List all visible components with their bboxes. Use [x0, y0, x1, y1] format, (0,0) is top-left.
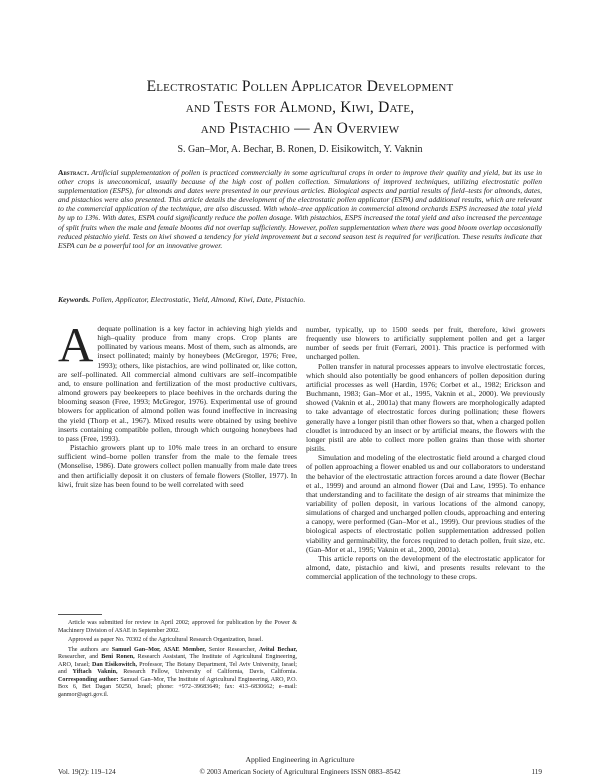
footnote-text: Senior Researcher, [205, 646, 259, 653]
abstract-text: Artificial supplementation of pollen is practiced commercially in some agricultural crops in order to improve their quality and yield, but its use in other crops is uneconomical, usually because of the high cost of pollen collection. Simulations of improved techniques, utilizing electrostatic pollen supplementation (ESPS), for almonds and dates were presented in our previous articles. Biological aspects and partial results of field–tests for almonds, dates, and pistachios were also presented. This article details the development of the electrostatic pollen applicator (ESPA) and additional results, which are relevant to the commercial application of the technique, are also discussed. With whole–tree application in commercial almond orchards ESPS increased the total yield by up to 13%. With dates, ESPA could significantly reduce the pollen dosage. With pistachios, ESPS increased the total yield and also increased the percentage of split fruits when the male and female blooms did not overlap sufficiently. However, pollen supplementation when there was good bloom overlap occasionally reduced pistachio yield. Tests on kiwi showed a tendency for yield improvement but a second season test is required for verification. These results indicate that ESPA can be a powerful tool for an innovative grower. [58, 168, 542, 250]
footnote-text: Samuel Gan–Mor, The Institute of Agricultural Engineering, ARO, P.O. Box 6, Bet Dagan 50250, Israel; phone: +972–39683649; fax: 413–6830662; e–mail: ganmor@agri.gov.il. [58, 676, 297, 698]
body-column-left [58, 317, 297, 489]
footnote-submission: Article was submitted for review in April 2002; approved for publication by the Power & Machinery Division of ASAE in September 2002. [58, 620, 297, 634]
footnotes [58, 620, 297, 699]
body-paragraph: This article reports on the development of the electrostatic applicator for almond, date, pistachio and kiwi, and presents results relevant to the commercial application of the technology to these crops. [306, 553, 545, 582]
keywords [58, 295, 542, 304]
body-paragraph: Pollen transfer in natural processes appears to involve electrostatic forces, which should also potentially be good enhancers of pollen deposition during artificial processes as well (Hardin, 1976; Corbet et al., 1982; Erickson and Buchmann, 1983; Gan–Mor et al., 1995, Vaknin et al., 2000). We previously showed (Vaknin et al., 2001a) that many flowers are morphologically adapted to take advantage of electrostatic forces during pollination; these flowers generally have a longer pistil than other flowers so that, when a charged pollen cloudlet is introduced by an insect or by artificial means, the flowers with the longer pistil are able to collect more pollen grains than those with shorter pistils. [306, 361, 545, 454]
copyright-notice: © 2003 American Society of Agricultural Engineers ISSN 0883–8542 [199, 768, 401, 776]
body-column-right [306, 325, 545, 581]
body-paragraph [58, 317, 297, 443]
corresponding-author-label: Corresponding author: [58, 676, 119, 683]
footnote-text: Professor, The Botany Department, Tel Aviv University, Israel; and [58, 661, 297, 676]
drop-cap: A [58, 317, 94, 372]
footnote-text: The authors are [68, 646, 112, 653]
body-paragraph: Pistachio growers plant up to 10% male trees in an orchard to ensure sufficient wind–borne pollen transfer from the male to the female trees (Monselise, 1986). Date growers collect pollen manually from male date trees and then artificially deposit it on clusters of female flowers (Stoller, 1977). In kiwi, fruit size has been found to be well correlated with seed [58, 443, 297, 489]
author-name: Beni Ronen, [101, 654, 135, 661]
abstract-label: Abstract. [58, 168, 89, 177]
title-line-1: Electrostatic Pollen Applicator Development [146, 78, 454, 95]
author-name: Avital Bechar, [259, 646, 297, 653]
author-name: Yiftach Vaknin, [72, 669, 118, 676]
footnote-text: Researcher, and [58, 654, 102, 661]
paper-title [40, 76, 560, 139]
footnote-approval: Approved as paper No. 70302 of the Agricultural Research Organization, Israel. [68, 637, 263, 644]
author-name: Samuel Gan–Mor, ASAE Member, [111, 646, 206, 653]
body-paragraph: Simulation and modeling of the electrostatic field around a charged cloud of pollen approaching a flower enabled us and our collaborators to understand the behavior of the electrostatic attraction forces around a date flower (Bechar et al., 1999) and around an almond flower (Dai and Law, 1995). To enhance that understanding and to facilitate the design of air streams that minimize the variability of pollen deposit, in various locations of the almond canopy, simulations of charged and uncharged pollen clouds, approaching and entering a canopy, were performed (Gan–Mor et al., 1999). Our previous studies of the biological aspects of electrostatic pollen supplementation addressed pollen viability and germinability, the forces required to detach pollen, fruit size, etc. (Gan–Mor et al., 1995; Vaknin et al., 2000, 2001a). [306, 453, 545, 554]
paragraph-text: dequate pollination is a key factor in achieving high yields and high–quality produce from many crops. Crop plants are pollinated by various means. Most of them, such as almonds, are insect pollinated; mainly by honeybees (McGregor, 1976; Free, 1993); others, like pistachios, are wind pollinated or, like cotton, are self–pollinated. All commercial almond cultivars are self–incompatible and, to ensure pollination and fertilization of the most productive cultivars, almond growers pay beekeepers to place beehives in the orchards during the blooming season (Free, 1993; McGregor, 1976). Experimental use of ground blowers for application of almond pollen was found ineffective in increasing the yield (Thorp et al., 1967). Mixed results were obtained by using beehive inserts containing compatible pollen, through which outgoing honeybees had to pass (Free, 1993). [58, 324, 297, 443]
journal-name: Applied Engineering in Agriculture [245, 755, 355, 764]
author-list: S. Gan–Mor, A. Bechar, B. Ronen, D. Eisikowitch, Y. Vaknin [177, 144, 423, 155]
page-number: 119 [531, 768, 542, 776]
footnote-authors [58, 647, 297, 700]
author-name: Dan Eisikowitch, [91, 661, 137, 668]
footnote-rule [58, 614, 102, 615]
footnote-text: Research Assistant, The Institute of Agricultural Engineering, ARO, Israel; [58, 654, 297, 668]
keywords-text: Pollen, Applicator, Electrostatic, Yield, Almond, Kiwi, Date, Pistachio. [91, 295, 306, 304]
title-line-3: and Pistachio — An Overview [200, 120, 400, 137]
body-paragraph: number, typically, up to 1500 seeds per fruit, therefore, kiwi growers frequently use blowers to artificially supplement pollen and get a larger number of seeds per fruit (Ferrari, 2001). This practice is performed with uncharged pollen. [306, 325, 545, 362]
footnote-text: Research Fellow, University of California, Davis, California. [117, 669, 297, 676]
abstract [58, 168, 542, 250]
title-line-2: and Tests for Almond, Kiwi, Date, [185, 99, 415, 116]
keywords-label: Keywords. [58, 295, 91, 304]
volume-info: Vol. 19(2): 119–124 [58, 768, 116, 776]
